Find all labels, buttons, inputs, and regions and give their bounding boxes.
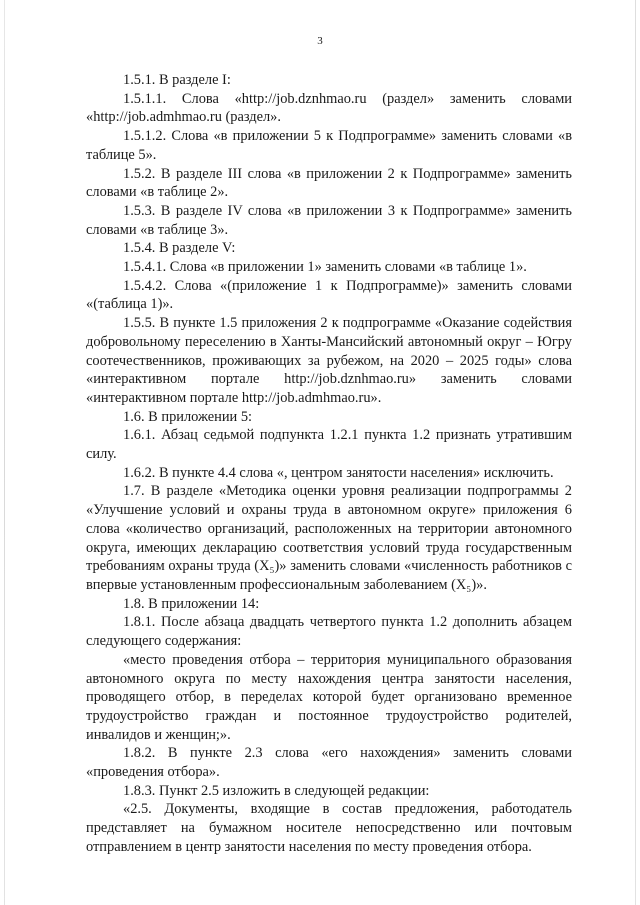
- paragraph: 1.7. В разделе «Методика оценки уровня реализации подпрограммы 2 «Улучшение условий и охраны труда в автономном округе» приложения 6 слова «количество организаций, расположенных на территории автономного округа, имеющих декларацию соответствия условий труда государственным требованиям охраны труда (X₅)» заменить словами «численность работников с впервые установленным профессиональным заболеванием (X₅)».: [86, 483, 572, 593]
- paragraph: 1.8.2. В пункте 2.3 слова «его нахождения» заменить словами «проведения отбора».: [86, 745, 572, 781]
- paragraph: «2.5. Документы, входящие в состав предложения, работодатель представляет на бумажном носителе непосредственно или почтовым отправлением в центр занятости населения по месту проведения отбора.: [86, 801, 572, 855]
- paragraph: 1.5.2. В разделе III слова «в приложении 2 к Подпрограмме» заменить словами «в таблице 2».: [86, 165, 572, 201]
- paragraph: 1.5.1. В разделе I:: [123, 72, 231, 88]
- paragraph: 1.5.3. В разделе IV слова «в приложении 3 к Подпрограмме» заменить словами «в таблице 3».: [86, 202, 572, 238]
- paragraph: 1.5.1.1. Слова «http://job.dznhmao.ru (раздел» заменить словами «http://job.admhmao.ru (раздел».: [86, 90, 572, 126]
- paragraph: 1.8. В приложении 14:: [123, 595, 260, 612]
- scan-edge-right: [635, 0, 636, 905]
- paragraph: 1.6.1. Абзац седьмой подпункта 1.2.1 пункта 1.2 признать утратившим силу.: [86, 427, 572, 463]
- paragraph: 1.8.1. После абзаца двадцать четвертого пункта 1.2 дополнить абзацем следующего содержания:: [86, 614, 572, 650]
- paragraph: 1.5.4.2. Слова «(приложение 1 к Подпрограмме)» заменить словами «(таблица 1)».: [86, 277, 572, 313]
- page-number: 3: [317, 35, 323, 47]
- paragraph: 1.5.4.1. Слова «в приложении 1» заменить словами «в таблице 1».: [123, 259, 527, 276]
- document-body: [86, 71, 572, 857]
- paragraph: 1.5.4. В разделе V:: [123, 240, 236, 257]
- paragraph: 1.6. В приложении 5:: [123, 408, 253, 425]
- paragraph: 1.5.1.2. Слова «в приложении 5 к Подпрограмме» заменить словами «в таблице 5».: [86, 128, 572, 163]
- paragraph: «место проведения отбора – территория муниципального образования автономного округа по месту нахождения центра занятости населения, проводящего отбор, в переделах которой будет организовано временное трудоустройство граждан и постоянное трудоустройство родителей, инвалидов и женщин;».: [86, 651, 572, 743]
- paragraph: 1.8.3. Пункт 2.5 изложить в следующей редакции:: [123, 782, 430, 799]
- paragraph: 1.6.2. В пункте 4.4 слова «, центром занятости населения» исключить.: [123, 464, 554, 481]
- scan-edge-left: [4, 0, 5, 905]
- paragraph: 1.5.5. В пункте 1.5 приложения 2 к подпрограмме «Оказание содействия добровольному переселению в Ханты-Мансийский автономный округ – Югру соотечественников, проживающих за рубежом, на 2020 – 2025 годы» слова «интерактивном портале http://job.dznhmao.ru» заменить словами «интерактивном портале http://job.admhmao.ru».: [86, 315, 572, 406]
